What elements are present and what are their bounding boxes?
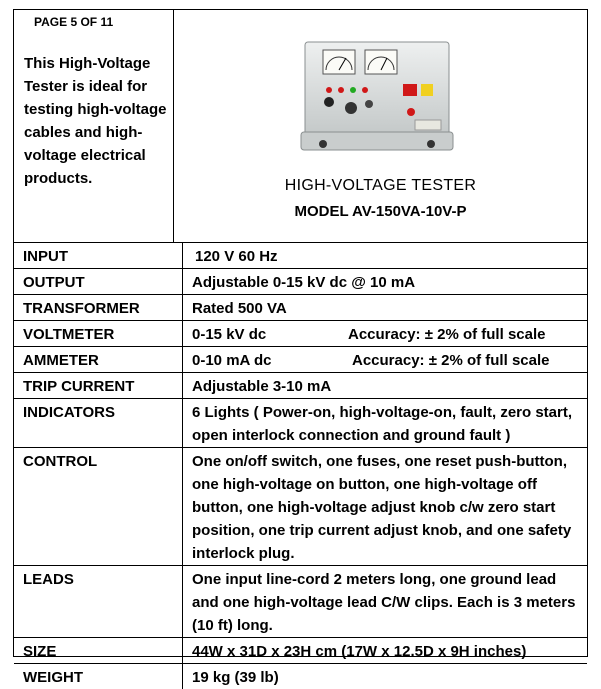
spec-row-input <box>14 243 587 269</box>
spec-row-indicators <box>14 399 587 448</box>
product-image <box>299 40 455 160</box>
spec-key: VOLTMETER <box>14 321 183 347</box>
high-voltage-tester-photo-icon <box>299 40 455 160</box>
spec-row-control <box>14 448 587 566</box>
header-section <box>14 10 587 242</box>
spec-row-output <box>14 269 587 295</box>
spec-value-text: 0-10 mA dc <box>192 349 352 372</box>
spec-key: OUTPUT <box>14 269 183 295</box>
spec-value: 6 Lights ( Power-on, high-voltage-on, fault, zero start, open interlock connection and ground fault ) <box>183 399 588 448</box>
spec-value <box>183 347 588 373</box>
spec-key: LEADS <box>14 566 183 638</box>
spec-value-text: 120 V 60 Hz <box>192 248 278 265</box>
intro-cell <box>14 10 174 242</box>
spec-key: INPUT <box>14 243 183 269</box>
spec-table <box>14 242 587 689</box>
spec-key: WEIGHT <box>14 664 183 689</box>
accuracy-text: Accuracy: ± 2% of full scale <box>348 323 545 346</box>
intro-text: This High-Voltage Tester is ideal for testing high-voltage cables and high-voltage electrical products. <box>24 52 174 190</box>
model-number: MODEL AV-150VA-10V-P <box>174 203 587 220</box>
spec-value: 19 kg (39 lb) <box>183 664 588 689</box>
page-label: PAGE 5 OF 11 <box>34 15 113 29</box>
spec-value: Adjustable 3-10 mA <box>183 373 588 399</box>
spec-key: TRIP CURRENT <box>14 373 183 399</box>
spec-row-ammeter <box>14 347 587 373</box>
spec-row-trip-current <box>14 373 587 399</box>
accuracy-text: Accuracy: ± 2% of full scale <box>352 349 549 372</box>
spec-key: INDICATORS <box>14 399 183 448</box>
spec-value <box>183 321 588 347</box>
spec-row-weight <box>14 664 587 689</box>
spec-value: 44W x 31D x 23H cm (17W x 12.5D x 9H inches) <box>183 638 588 664</box>
spec-key: TRANSFORMER <box>14 295 183 321</box>
spec-value-text: 0-15 kV dc <box>192 323 348 346</box>
spec-key: AMMETER <box>14 347 183 373</box>
spec-value: Rated 500 VA <box>183 295 588 321</box>
spec-value: One input line-cord 2 meters long, one ground lead and one high-voltage lead C/W clips. Each is 3 meters (10 ft) long. <box>183 566 588 638</box>
spec-row-size <box>14 638 587 664</box>
spec-key: SIZE <box>14 638 183 664</box>
spec-row-transformer <box>14 295 587 321</box>
spec-sheet <box>13 9 588 657</box>
spec-value: Adjustable 0-15 kV dc @ 10 mA <box>183 269 588 295</box>
spec-row-leads <box>14 566 587 638</box>
spec-value <box>183 243 588 269</box>
spec-value: One on/off switch, one fuses, one reset push-button, one high-voltage on button, one high-voltage off button, one high-voltage adjust knob c/w zero start position, one trip current adjust knob, and one safety interlock plug. <box>183 448 588 566</box>
spec-row-voltmeter <box>14 321 587 347</box>
spec-key: CONTROL <box>14 448 183 566</box>
product-title: HIGH-VOLTAGE TESTER <box>174 177 587 195</box>
